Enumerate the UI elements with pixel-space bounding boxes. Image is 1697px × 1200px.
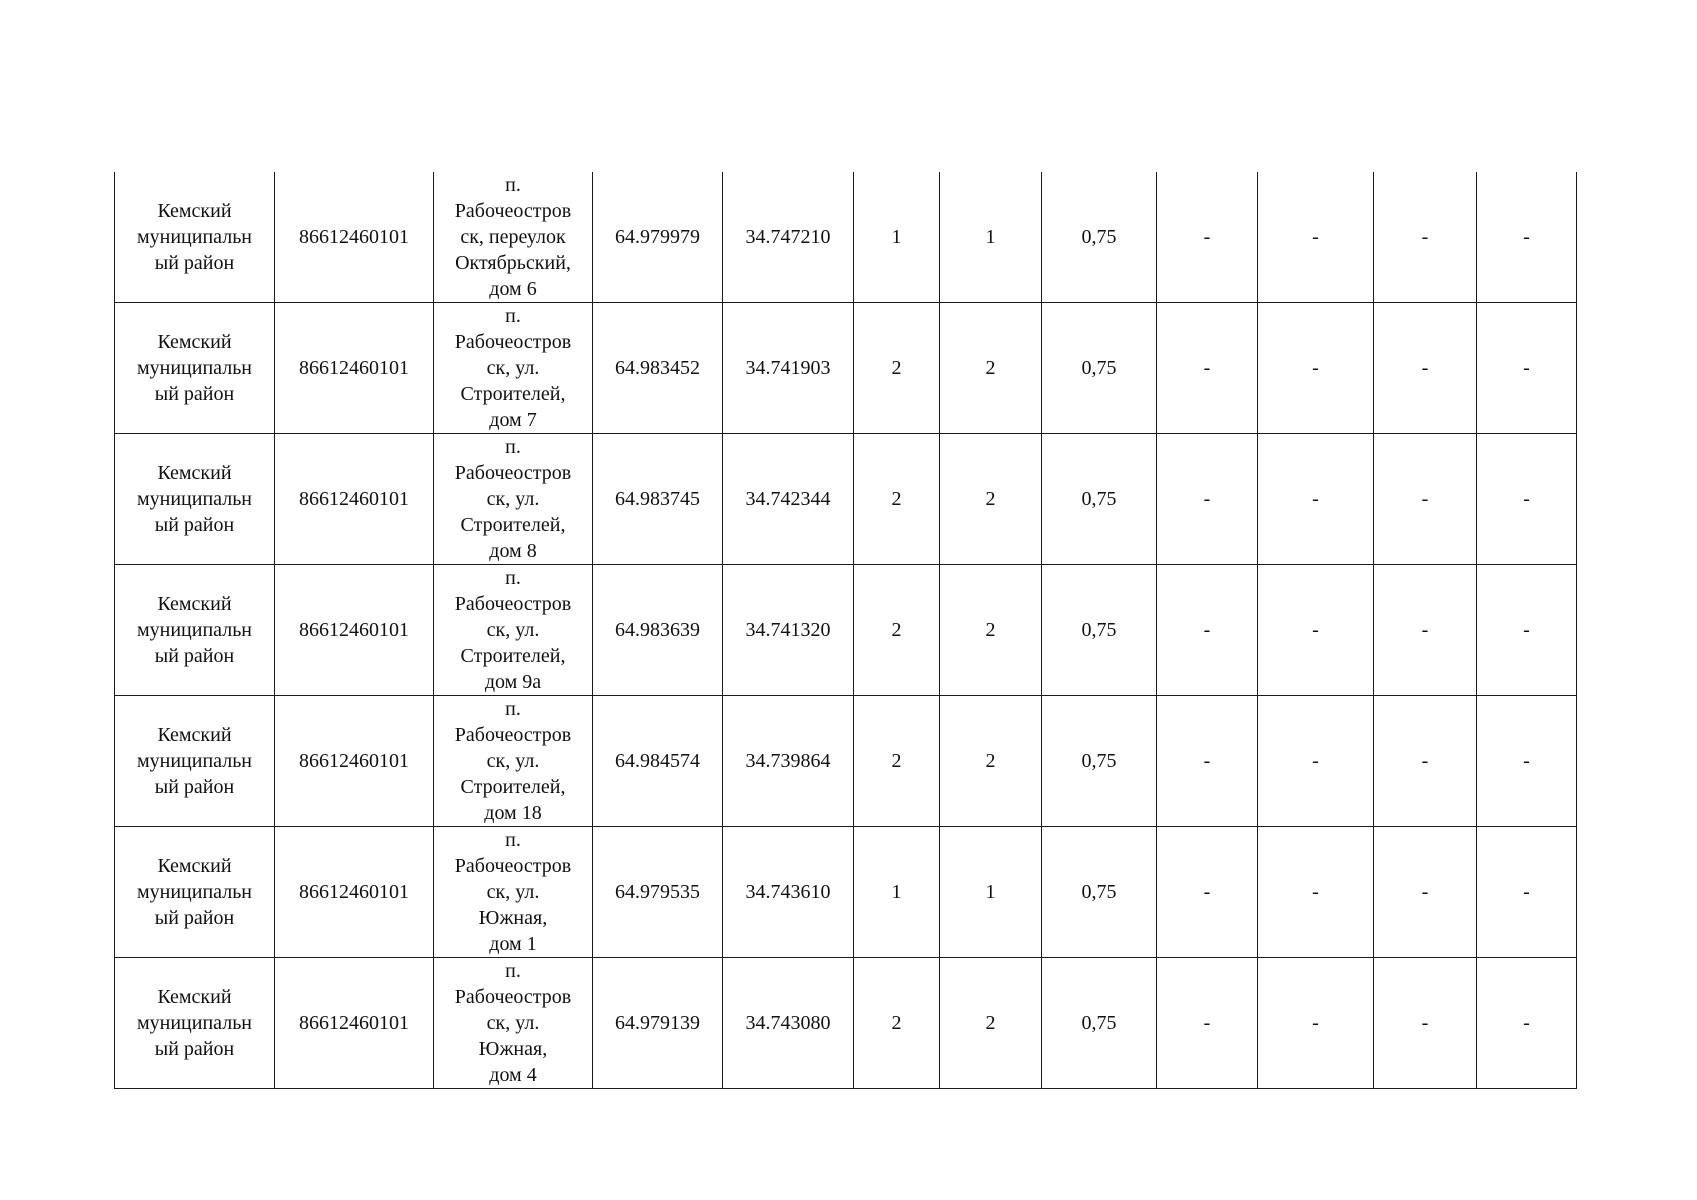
count-cell: 2	[940, 696, 1042, 827]
address-cell: п. Рабочеостров ск, ул. Строителей, дом 7	[434, 303, 593, 434]
district-cell: Кемский муниципальн ый район	[115, 303, 275, 434]
longitude-cell: 34.742344	[723, 434, 854, 565]
longitude-cell: 34.739864	[723, 696, 854, 827]
volume-cell: 0,75	[1042, 303, 1157, 434]
latitude-cell: 64.979139	[593, 958, 723, 1089]
table-row	[115, 565, 1577, 696]
district-cell: Кемский муниципальн ый район	[115, 958, 275, 1089]
table-row	[115, 696, 1577, 827]
table-row	[115, 958, 1577, 1089]
address-cell: п. Рабочеостров ск, ул. Строителей, дом 18	[434, 696, 593, 827]
volume-cell: 0,75	[1042, 172, 1157, 303]
oktmo-cell: 86612460101	[275, 827, 434, 958]
latitude-cell: 64.983639	[593, 565, 723, 696]
oktmo-cell: 86612460101	[275, 565, 434, 696]
data-table	[114, 172, 1577, 1089]
district-cell: Кемский муниципальн ый район	[115, 434, 275, 565]
count-cell: 2	[854, 565, 940, 696]
dash-cell: -	[1374, 434, 1477, 565]
latitude-cell: 64.984574	[593, 696, 723, 827]
dash-cell: -	[1374, 958, 1477, 1089]
latitude-cell: 64.979979	[593, 172, 723, 303]
dash-cell: -	[1157, 827, 1258, 958]
table-row	[115, 303, 1577, 434]
address-cell: п. Рабочеостров ск, ул. Южная, дом 1	[434, 827, 593, 958]
volume-cell: 0,75	[1042, 958, 1157, 1089]
dash-cell: -	[1374, 696, 1477, 827]
district-cell: Кемский муниципальн ый район	[115, 696, 275, 827]
dash-cell: -	[1258, 303, 1374, 434]
dash-cell: -	[1374, 172, 1477, 303]
dash-cell: -	[1477, 958, 1577, 1089]
longitude-cell: 34.741320	[723, 565, 854, 696]
dash-cell: -	[1258, 696, 1374, 827]
dash-cell: -	[1157, 696, 1258, 827]
dash-cell: -	[1258, 958, 1374, 1089]
count-cell: 2	[940, 303, 1042, 434]
count-cell: 2	[854, 434, 940, 565]
dash-cell: -	[1258, 565, 1374, 696]
count-cell: 2	[940, 958, 1042, 1089]
latitude-cell: 64.979535	[593, 827, 723, 958]
count-cell: 1	[940, 172, 1042, 303]
volume-cell: 0,75	[1042, 827, 1157, 958]
table-row	[115, 434, 1577, 565]
dash-cell: -	[1477, 565, 1577, 696]
dash-cell: -	[1157, 434, 1258, 565]
oktmo-cell: 86612460101	[275, 303, 434, 434]
dash-cell: -	[1477, 303, 1577, 434]
dash-cell: -	[1157, 303, 1258, 434]
dash-cell: -	[1157, 565, 1258, 696]
district-cell: Кемский муниципальн ый район	[115, 565, 275, 696]
count-cell: 1	[854, 827, 940, 958]
dash-cell: -	[1258, 827, 1374, 958]
address-cell: п. Рабочеостров ск, ул. Строителей, дом 8	[434, 434, 593, 565]
latitude-cell: 64.983745	[593, 434, 723, 565]
longitude-cell: 34.747210	[723, 172, 854, 303]
dash-cell: -	[1157, 958, 1258, 1089]
oktmo-cell: 86612460101	[275, 958, 434, 1089]
dash-cell: -	[1258, 434, 1374, 565]
longitude-cell: 34.741903	[723, 303, 854, 434]
volume-cell: 0,75	[1042, 434, 1157, 565]
table-row	[115, 827, 1577, 958]
dash-cell: -	[1374, 303, 1477, 434]
dash-cell: -	[1374, 827, 1477, 958]
count-cell: 2	[854, 303, 940, 434]
oktmo-cell: 86612460101	[275, 696, 434, 827]
dash-cell: -	[1258, 172, 1374, 303]
count-cell: 2	[854, 958, 940, 1089]
longitude-cell: 34.743610	[723, 827, 854, 958]
dash-cell: -	[1477, 696, 1577, 827]
count-cell: 2	[940, 434, 1042, 565]
count-cell: 1	[940, 827, 1042, 958]
count-cell: 1	[854, 172, 940, 303]
count-cell: 2	[854, 696, 940, 827]
district-cell: Кемский муниципальн ый район	[115, 172, 275, 303]
district-cell: Кемский муниципальн ый район	[115, 827, 275, 958]
dash-cell: -	[1374, 565, 1477, 696]
dash-cell: -	[1477, 827, 1577, 958]
dash-cell: -	[1157, 172, 1258, 303]
count-cell: 2	[940, 565, 1042, 696]
address-cell: п. Рабочеостров ск, ул. Строителей, дом 9а	[434, 565, 593, 696]
volume-cell: 0,75	[1042, 696, 1157, 827]
oktmo-cell: 86612460101	[275, 172, 434, 303]
dash-cell: -	[1477, 172, 1577, 303]
volume-cell: 0,75	[1042, 565, 1157, 696]
address-cell: п. Рабочеостров ск, переулок Октябрьский, дом 6	[434, 172, 593, 303]
address-cell: п. Рабочеостров ск, ул. Южная, дом 4	[434, 958, 593, 1089]
latitude-cell: 64.983452	[593, 303, 723, 434]
longitude-cell: 34.743080	[723, 958, 854, 1089]
dash-cell: -	[1477, 434, 1577, 565]
table-row	[115, 172, 1577, 303]
oktmo-cell: 86612460101	[275, 434, 434, 565]
